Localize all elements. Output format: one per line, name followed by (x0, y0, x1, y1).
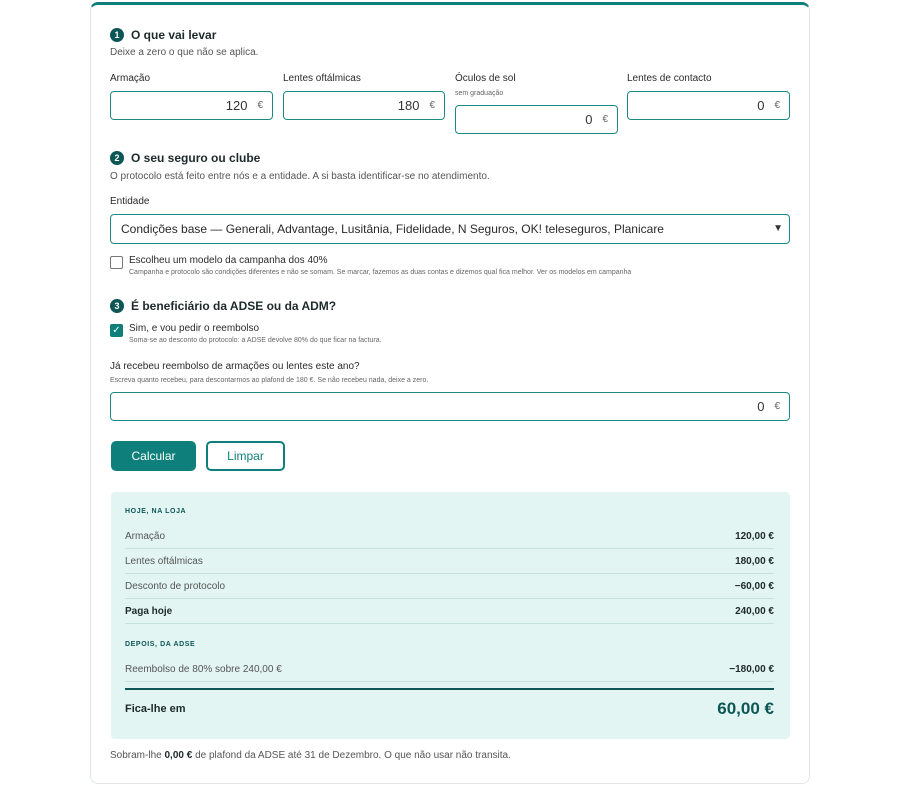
section-3-header (110, 299, 336, 313)
sunglasses-price-field[interactable] (455, 105, 618, 134)
final-cost-value: 60,00 € (717, 699, 774, 718)
prior-reimbursement-label: Já recebeu reembolso de armações ou lentes este ano? (110, 361, 360, 372)
reimburse-label: Sim, e vou pedir o reembolso (129, 323, 260, 334)
sunglasses-price-input[interactable] (456, 112, 592, 127)
frame-price-field[interactable] (110, 91, 273, 120)
reimbursement-label: Reembolso de 80% sobre 240,00 € (125, 663, 282, 675)
plafond-note-suffix: de plafond da ADSE até 31 de Dezembro. O que não usar não transita. (195, 750, 511, 761)
frame-price-input[interactable] (111, 98, 247, 113)
final-cost-label: Fica-lhe em (125, 703, 186, 715)
clear-button[interactable]: Limpar (206, 441, 285, 471)
lenses-price-input[interactable] (284, 98, 419, 113)
entity-label: Entidade (110, 196, 150, 207)
section-2-header (110, 151, 260, 165)
lenses-label: Lentes oftálmicas (283, 73, 361, 84)
after-header: DEPOIS, DA ADSE (125, 641, 196, 648)
section-1-subtitle: Deixe a zero o que não se aplica. (110, 47, 259, 58)
result-row (125, 524, 774, 549)
prior-reimbursement-input[interactable] (111, 399, 764, 414)
plafond-remaining-amount: 0,00 € (164, 750, 193, 761)
checkmark-icon: ✓ (112, 324, 121, 336)
campaign-hint: Campanha e protocolo são condições diferentes e não se somam. Se marcar, fazemos as duas contas e dizemos qual fica melhor. Ver os modelos em campanha (129, 269, 632, 276)
result-row-value: −60,00 € (734, 580, 774, 592)
result-row (125, 574, 774, 599)
lenses-price-field[interactable] (283, 91, 445, 120)
prior-reimbursement-hint: Escreva quanto recebeu, para descontarmos ao plafond de 180 €. Se não recebeu nada, deixe a zero. (110, 377, 429, 384)
section-1-title: O que vai levar (131, 28, 217, 42)
currency-symbol: € (774, 100, 780, 111)
contact-lenses-label: Lentes de contacto (627, 73, 712, 84)
pay-today-value: 240,00 € (735, 605, 774, 617)
result-row-label: Desconto de protocolo (125, 580, 226, 592)
result-row-value: 120,00 € (735, 530, 774, 542)
reimbursement-row (125, 657, 774, 682)
step-number-badge: 1 (110, 28, 124, 42)
contact-lenses-price-field[interactable] (627, 91, 790, 120)
result-row-value: 180,00 € (735, 555, 774, 567)
reimbursement-value: −180,00 € (729, 663, 774, 675)
prior-reimbursement-field[interactable] (110, 392, 790, 421)
currency-symbol: € (257, 100, 263, 111)
campaign-label: Escolheu um modelo da campanha dos 40% (129, 255, 328, 266)
campaign-option[interactable] (110, 255, 631, 276)
section-1-header (110, 28, 216, 42)
final-cost-row (125, 688, 774, 728)
currency-symbol: € (774, 401, 780, 412)
entity-select[interactable] (110, 214, 790, 244)
campaign-checkbox[interactable] (110, 256, 123, 269)
step-number-badge: 2 (110, 151, 124, 165)
chevron-down-icon: ▼ (773, 223, 783, 234)
section-2-title: O seu seguro ou clube (131, 151, 261, 165)
plafond-note-prefix: Sobram-lhe (110, 750, 162, 761)
result-panel (111, 492, 790, 739)
reimburse-option[interactable] (110, 323, 382, 344)
frame-label: Armação (110, 73, 151, 84)
section-2-subtitle: O protocolo está feito entre nós e a entidade. A si basta identificar-se no atendimento. (110, 171, 490, 182)
pay-today-label: Paga hoje (125, 605, 173, 617)
result-row-label: Armação (125, 530, 166, 542)
currency-symbol: € (602, 114, 608, 125)
calculate-button[interactable]: Calcular (111, 441, 196, 471)
reimburse-hint: Soma-se ao desconto do protocolo: a ADSE devolve 80% do que ficar na factura. (129, 337, 382, 344)
contact-lenses-price-input[interactable] (628, 98, 764, 113)
result-row (125, 549, 774, 574)
today-header: HOJE, NA LOJA (125, 508, 187, 515)
pay-today-row (125, 599, 774, 624)
currency-symbol: € (429, 100, 435, 111)
sunglasses-label: Óculos de sol (455, 73, 516, 84)
reimburse-checkbox[interactable] (110, 324, 123, 337)
section-3-title: É beneficiário da ADSE ou da ADM? (131, 299, 337, 313)
entity-selected-value: Condições base — Generali, Advantage, Lusitânia, Fidelidade, N Seguros, OK! teleseguros, Planicare (121, 222, 664, 236)
sunglasses-hint: sem graduação (455, 90, 504, 97)
plafond-note (110, 750, 511, 761)
result-row-label: Lentes oftálmicas (125, 555, 203, 567)
step-number-badge: 3 (110, 299, 124, 313)
